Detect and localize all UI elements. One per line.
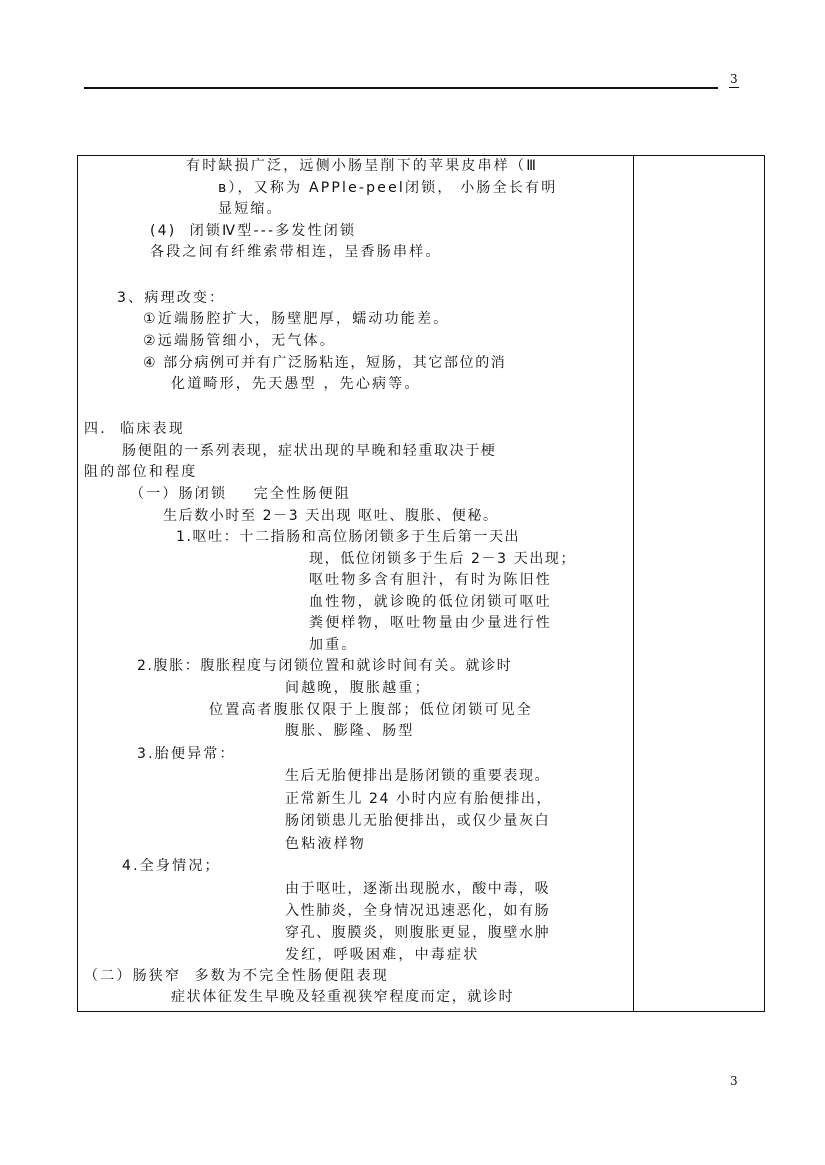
text-line: 3、病理改变： (117, 290, 226, 306)
text-line: 腹胀、膨隆、肠型 (285, 723, 415, 739)
text-line: 色粘液样物 (285, 836, 366, 852)
text-line: 血性物，就诊晚的低位闭锁可呕吐 (309, 594, 552, 610)
text-line: 肠闭锁患儿无胎便排出，或仅少量灰白 (285, 813, 551, 829)
text-line: 粪便样物，呕吐物量由少量进行性 (309, 615, 552, 631)
section-heading: 四. 临床表现 (84, 421, 185, 437)
text-line: 间越晚，腹胀越重； (285, 680, 431, 696)
text-line: ②远端肠管细小，无气体。 (143, 333, 336, 349)
text-line: 生后无胎便排出是肠闭锁的重要表现。 (285, 768, 551, 784)
text-line: ʙ），又称为 APPle-peel闭锁， 小肠全长有明 (218, 180, 558, 196)
footer-page-number: 3 (730, 1074, 738, 1088)
text-line: 加重。 (309, 637, 358, 653)
text-line: 各段之间有纤维索带相连，呈香肠串样。 (150, 244, 442, 260)
table-column-divider (633, 155, 634, 1012)
text-line: (4) 闭锁Ⅳ型---多发性闭锁 (150, 223, 357, 239)
text-line: 由于呕吐，逐渐出现脱水，酸中毒，吸 (285, 881, 551, 897)
text-line: 现，低位闭锁多于生后 2－3 天出现； (309, 551, 577, 567)
text-line: 4.全身情况； (122, 858, 221, 874)
text-line: ①近端肠腔扩大，肠壁肥厚，蠕动功能差。 (143, 311, 450, 327)
text-line: 生后数小时至 2－3 天出现 呕吐、腹胀、便秘。 (163, 508, 499, 524)
text-line: 入性肺炎，全身情况迅速恶化，如有肠 (285, 903, 551, 919)
text-line: 1.呕吐：十二指肠和高位肠闭锁多于生后第一天出 (176, 529, 521, 545)
section-heading: （二）肠狭窄 多数为不完全性肠便阻表现 (84, 968, 389, 984)
text-line: 穿孔、腹膜炎，则腹胀更显，腹壁水肿 (285, 925, 551, 941)
text-line: 显短缩。 (218, 201, 283, 217)
text-line: 有时缺损广泛，远侧小肠呈削下的苹果皮串样（Ⅲ (186, 158, 539, 174)
text-line: 发红，呼吸困难，中毒症状 (285, 947, 480, 963)
text-line: 2.腹胀：腹胀程度与闭锁位置和就诊时间有关。就诊时 (137, 658, 513, 674)
text-line: ④ 部分病例可并有广泛肠粘连，短肠，其它部位的消 (143, 355, 507, 371)
text-line: 正常新生儿 24 小时内应有胎便排出， (285, 791, 553, 807)
text-line: 阻的部位和程度 (84, 464, 198, 480)
text-line: 化道畸形，先天愚型 ，先心病等。 (171, 376, 421, 392)
text-line: （一）肠闭锁 完全性肠便阻 (130, 486, 351, 502)
text-line: 位置高者腹胀仅限于上腹部；低位闭锁可见全 (209, 702, 533, 718)
text-line: 3.胎便异常： (137, 746, 236, 762)
text-line: 肠便阻的一系列表现，症状出现的早晚和轻重取决于梗 (122, 443, 497, 459)
header-page-number: 3 (730, 72, 738, 86)
header-rule (84, 87, 718, 89)
text-line: 症状体征发生早晚及轻重视狭窄程度而定，就诊时 (171, 989, 515, 1005)
text-line: 呕吐物多含有胆汁，有时为陈旧性 (309, 572, 552, 588)
